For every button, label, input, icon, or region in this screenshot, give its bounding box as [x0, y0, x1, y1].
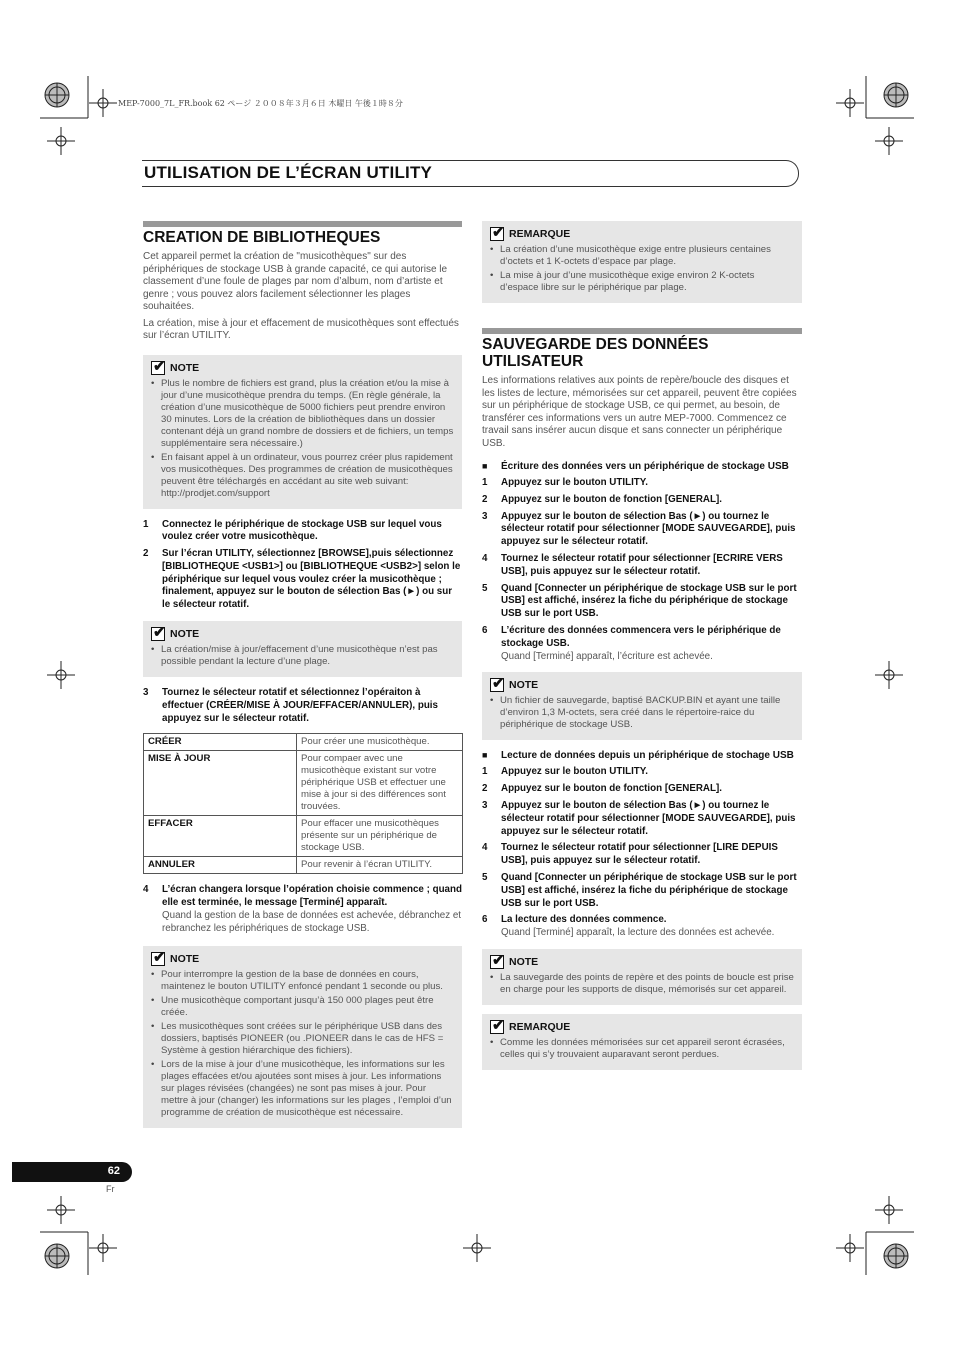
section-heading-bibliotheques: CREATION DE BIBLIOTHEQUES	[143, 229, 381, 246]
table-key: EFFACER	[144, 816, 297, 857]
note-label: NOTE	[509, 955, 539, 968]
step-text: L’écriture des données commencera vers le périphérique de stockage USB.	[501, 624, 781, 649]
step-number: 2	[143, 548, 149, 560]
step-number: 2	[482, 493, 488, 505]
note-item: • Lors de la mise à jour d’une musicothèque, les informations sur les plages effacées et/ou ajoutées sont mises à jour. Les informations sur plages révisées (changées) ne sont pas mises à jour. Pour mettre à jour (changer) les informations sur les plages , l’emploi d’un programme de création de musicothèque est nécessaire.	[151, 1059, 454, 1119]
step-text: Appuyez sur le bouton de fonction [GENERAL].	[501, 493, 722, 505]
operations-table	[143, 733, 463, 874]
remark-box	[482, 221, 802, 303]
table-key: MISE À JOUR	[144, 751, 297, 816]
step-text: Appuyez sur le bouton UTILITY.	[501, 766, 648, 778]
step-number: 4	[482, 842, 488, 854]
step-item	[482, 625, 802, 663]
step-item	[482, 511, 802, 549]
step-text: Tournez le sélecteur rotatif pour sélectionner [ECRIRE VERS USB], puis appuyez sur le sélecteur rotatif.	[501, 552, 783, 577]
page-number-tab	[12, 1162, 132, 1182]
note-item: • Les musicothèques sont créées sur le périphérique USB dans des dossiers, baptisés PIONEER (ou .PIONEER dans le cas de HFS = Système à gestion hiérarchique des fichiers).	[151, 1021, 454, 1057]
step-item	[143, 519, 462, 545]
section-rule	[143, 221, 462, 227]
step-item	[482, 494, 802, 507]
step-item	[482, 872, 802, 910]
note-box	[143, 355, 462, 509]
note-box	[143, 621, 462, 677]
steps-list	[143, 884, 462, 935]
steps-list	[143, 687, 462, 725]
step-text: Sur l’écran UTILITY, sélectionnez [BROWSE],puis sélectionnez [BIBLIOTHEQUE <USB1>] ou [BIBLIOTHEQUE <USB2>] selon le périphérique sur lequel vous voulez créer la musicothèque ; finalement, appuyez sur le bouton de sélection Bas (►) ou sur le sélecteur rotatif.	[162, 548, 461, 611]
step-text: La lecture des données commence.	[501, 914, 667, 926]
step-subtext: Quand [Terminé] apparaît, l’écriture est achevée.	[501, 650, 713, 662]
subsection-title: ■ Écriture des données vers un périphérique de stockage USB	[482, 460, 802, 473]
checkmark-icon	[490, 1020, 504, 1034]
table-key: CRÉER	[144, 734, 297, 751]
table-value: Pour effacer une musicothèques présente sur un périphérique de stockage USB.	[297, 816, 463, 857]
step-text: Tournez le sélecteur rotatif pour sélectionner [LIRE DEPUIS USB], puis appuyez sur le sélecteur rotatif.	[501, 842, 778, 867]
remark-label: REMARQUE	[509, 1020, 571, 1033]
table-row	[144, 857, 463, 874]
section-heading-sauvegarde: SAUVEGARDE DES DONNÉES UTILISATEUR	[482, 336, 709, 370]
table-value: Pour revenir à l’écran UTILITY.	[297, 857, 463, 874]
note-item: • En faisant appel à un ordinateur, vous pourrez créer plus rapidement vos musicothèques. Des programmes de création de musicothèques peuvent être téléchargés en accédant au site web suivant: http://prodjet.com/support	[151, 452, 454, 500]
section-rule	[482, 328, 802, 334]
step-number: 3	[482, 510, 488, 522]
table-value: Pour compaer avec une musicothèque existant sur votre périphérique USB et effectuer une mise à jour si des différences sont trouvées.	[297, 751, 463, 816]
page-title-bar	[142, 160, 799, 187]
step-item	[482, 553, 802, 579]
note-label: NOTE	[170, 628, 200, 641]
step-item	[482, 800, 802, 838]
step-item	[143, 548, 462, 612]
table-row	[144, 734, 463, 751]
step-number: 1	[482, 477, 488, 488]
step-number: 3	[482, 799, 488, 811]
remark-item: • Comme les données mémorisées sur cet appareil seront écrasées, celles qui s’y trouvaient auparavant seront perdues.	[490, 1037, 794, 1061]
left-column	[143, 221, 462, 1128]
note-label: NOTE	[170, 952, 200, 965]
step-text: Quand [Connecter un périphérique de stockage USB sur le port USB] est affiché, insérez la fiche du périphérique de stockage USB sur le port USB.	[501, 871, 797, 909]
page-title: UTILISATION DE L’ÉCRAN UTILITY	[144, 163, 433, 182]
step-item	[482, 583, 802, 621]
checkmark-icon	[151, 952, 165, 966]
table-row	[144, 751, 463, 816]
table-key: ANNULER	[144, 857, 297, 874]
step-item	[482, 842, 802, 868]
step-text: L’écran changera lorsque l’opération choisie commence ; quand elle est terminée, le message [Terminé] apparaît.	[162, 884, 462, 909]
step-item	[143, 687, 462, 725]
step-number: 1	[482, 766, 488, 778]
note-box	[482, 672, 802, 740]
step-text: Tournez le sélecteur rotatif et sélectionnez l’opéraiton à effectuer (CRÉER/MISE À JOUR/EFFACER/ANNULER), puis appuyez sur le sélecteur rotatif.	[162, 687, 438, 724]
step-number: 2	[482, 783, 488, 795]
step-text: Appuyez sur le bouton de sélection Bas (►) ou tournez le sélecteur rotatif pour sélectionner [MODE SAUVEGARDE], puis appuyez sur le sélecteur rotatif.	[501, 799, 796, 837]
remark-label: REMARQUE	[509, 228, 571, 240]
step-subtext: Quand [Terminé] apparaît, la lecture des données est achevée.	[501, 927, 775, 939]
checkmark-icon	[151, 361, 165, 375]
steps-list	[143, 519, 462, 613]
note-item: • La création/mise à jour/effacement d’une musicothèque n’est pas possible pendant la lecture d’une plage.	[151, 644, 454, 668]
note-item: • Une musicothèque comportant jusqu’à 150 000 plages peut être créée.	[151, 995, 454, 1019]
step-text: Connectez le périphérique de stockage USB sur lequel vous voulez créer votre musicothèque.	[162, 518, 442, 543]
step-number: 4	[143, 884, 149, 896]
table-value: Pour créer une musicothèque.	[297, 734, 463, 751]
step-subtext: Quand la gestion de la base de données est achevée, débranchez et rebranchez les périphériques de stockage USB.	[162, 910, 462, 934]
step-item	[482, 783, 802, 796]
steps-list	[482, 477, 802, 663]
step-text: Appuyez sur le bouton de fonction [GENERAL].	[501, 783, 722, 795]
step-item	[482, 477, 802, 490]
steps-list	[482, 766, 802, 940]
print-meta-line: MEP-7000_7L_FR.book 62 ページ ２００８年３月６日 木曜日 午後１時８分	[118, 99, 403, 108]
step-number: 6	[482, 914, 488, 926]
step-number: 1	[143, 518, 149, 530]
right-column	[482, 221, 802, 1070]
intro-paragraph: La création, mise à jour et effacement de musicothèques sont effectués sur l’écran UTILITY.	[143, 317, 459, 341]
note-box	[482, 949, 802, 1005]
note-box	[143, 946, 462, 1128]
page-number: 62	[107, 1165, 120, 1177]
step-number: 3	[143, 687, 149, 699]
note-item: • Pour interrompre la gestion de la base de données en cours, maintenez le bouton UTILITY enfoncé pendant 1 seconde ou plus.	[151, 969, 454, 993]
step-text: Quand [Connecter un périphérique de stockage USB sur le port USB] est affiché, insérez la fiche du périphérique de stockage USB sur le port USB.	[501, 582, 797, 620]
checkmark-icon	[490, 678, 504, 692]
step-item	[143, 884, 462, 935]
intro-paragraph: Les informations relatives aux points de repère/boucle des disques et les listes de lecture, mémorisées sur cet appareil, peuvent être copiées sur un périphérique de stockage USB, ce qui permet, au besoin, de transférer ces informations vers un autre MEP-7000. Commencez ce travail sans insérer aucun disque et sans connecter un périphérique USB.	[482, 375, 797, 449]
remark-item: • La mise à jour d’une musicothèque exige environ 2 K-octets d’espace libre sur le périphérique par plage.	[490, 270, 794, 294]
note-item: • Plus le nombre de fichiers est grand, plus la création et/ou la mise à jour d’une musicothèque prendra du temps. (En règle générale, la création d’une musicothèque de 5000 fichiers peut prendre environ 30 minutes. Lors de la création de bibliothèques dans un dossier contenant déjà un grand nombre de dossiers et de fichiers, un temps supplémentaire sera nécessaire.)	[151, 378, 454, 450]
checkmark-icon	[490, 955, 504, 969]
step-text: Appuyez sur le bouton UTILITY.	[501, 477, 648, 488]
step-number: 5	[482, 582, 488, 594]
intro-paragraph: Cet appareil permet la création de "musicothèques" sur des périphériques de stockage USB à grande capacité, ce qui autorise le classement d’une foule de plages par nom d’album, nom d’artiste et genre ; vous pouvez alors facilement sélectionner les plages souhaitées.	[143, 251, 448, 312]
note-item: • Un fichier de sauvegarde, baptisé BACKUP.BIN et ayant une taille d’environ 1,3 M-octets, sera créé dans le répertoire-raice du périphérique de stockage USB.	[490, 695, 794, 731]
checkmark-icon	[490, 227, 504, 241]
step-text: Appuyez sur le bouton de sélection Bas (►) ou tournez le sélecteur rotatif pour sélectionner [MODE SAUVEGARDE], puis appuyez sur le sélecteur rotatif.	[501, 510, 796, 548]
step-number: 6	[482, 624, 488, 636]
remark-box	[482, 1014, 802, 1070]
step-number: 5	[482, 871, 488, 883]
note-label: NOTE	[170, 361, 200, 374]
step-number: 4	[482, 552, 488, 564]
note-item: • La sauvegarde des points de repère et des points de boucle est prise en charge pour les supports de disque, mémorisés sur cet appareil.	[490, 972, 794, 996]
step-item	[482, 766, 802, 779]
step-item	[482, 914, 802, 940]
subsection-title: ■ Lecture de données depuis un périphérique de stochage USB	[482, 749, 802, 762]
note-label: NOTE	[509, 679, 539, 692]
language-code: Fr	[106, 1184, 115, 1194]
remark-item: • La création d’une musicothèque exige entre plusieurs centaines d’octets et 1 K-octets d’espace par plage.	[490, 244, 794, 268]
checkmark-icon	[151, 627, 165, 641]
table-row	[144, 816, 463, 857]
